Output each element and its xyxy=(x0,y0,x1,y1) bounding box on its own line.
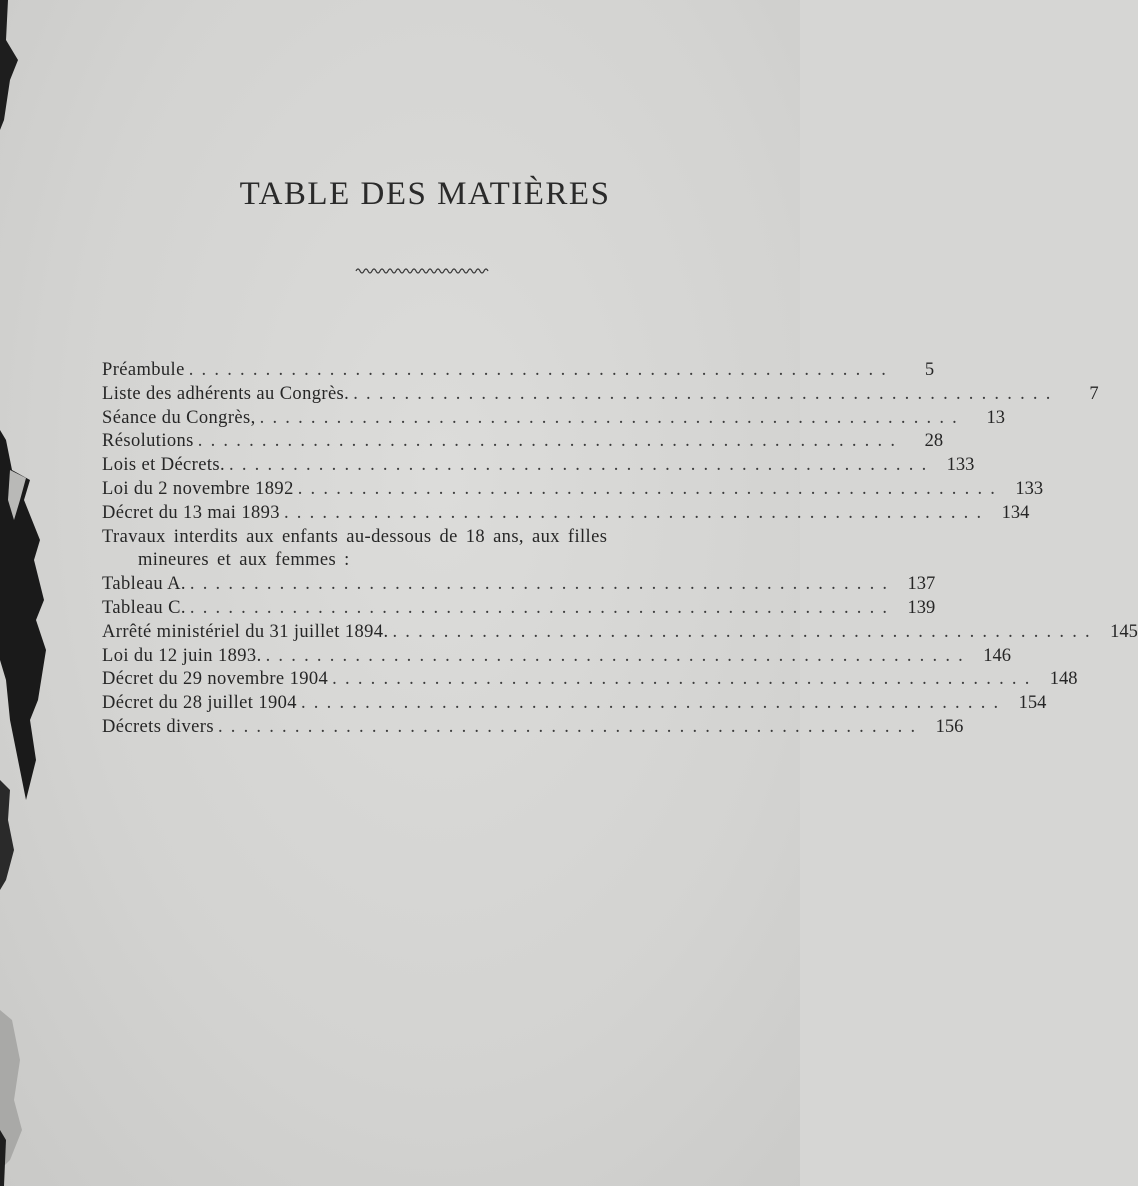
toc-entry-page: 146 xyxy=(983,645,1011,666)
toc-entry-page: 148 xyxy=(1049,669,1078,690)
toc-entry xyxy=(102,645,1011,669)
dot-leader: ....................................................... xyxy=(189,597,896,618)
toc-entry-page: 156 xyxy=(935,716,964,737)
toc-entry xyxy=(102,716,964,740)
toc-entry xyxy=(102,597,936,621)
page-title: TABLE DES MATIÈRES xyxy=(239,176,611,212)
toc-entry-label: Tableau A. xyxy=(102,574,186,595)
toc-entry-page: 137 xyxy=(907,574,936,595)
dot-leader: ....................................................... xyxy=(188,360,895,380)
toc-entry-page: 145 xyxy=(1110,621,1138,642)
toc-entry-label: Préambule xyxy=(102,360,185,380)
toc-section-heading-line1: Travaux interdits aux enfants au-dessous de 18 ans, aux filles xyxy=(102,526,608,547)
dot-leader: ....................................................... xyxy=(265,645,971,666)
dot-leader: ....................................................... xyxy=(392,621,1098,642)
toc-entry-page: 133 xyxy=(1015,478,1044,499)
table-of-contents xyxy=(102,359,1138,740)
toc-entry-page: 134 xyxy=(1001,502,1030,523)
dot-leader: ....................................................... xyxy=(229,455,935,476)
toc-entry-page: 139 xyxy=(907,597,936,618)
toc-section-heading-line2: mineures et aux femmes : xyxy=(138,550,350,571)
toc-entry xyxy=(102,621,1138,645)
toc-entry-label: Loi du 2 novembre 1892 xyxy=(102,478,294,499)
toc-entry-page: 7 xyxy=(1089,383,1099,404)
wavy-divider-ornament xyxy=(356,266,490,276)
toc-entry xyxy=(102,407,1005,431)
toc-entry xyxy=(102,668,1078,692)
toc-entry-page: 13 xyxy=(986,407,1005,428)
toc-entry-label: Tableau C. xyxy=(102,597,186,618)
dot-leader: ....................................................... xyxy=(259,407,965,428)
dot-leader: ....................................................... xyxy=(217,716,924,737)
dot-leader: ....................................................... xyxy=(197,431,904,452)
toc-entry-label: Décret du 29 novembre 1904 xyxy=(102,669,329,690)
toc-entry xyxy=(102,502,1030,526)
toc-entry-label: Décrets divers xyxy=(102,716,214,737)
dot-leader: ....................................................... xyxy=(297,478,1004,499)
toc-entry xyxy=(102,454,975,478)
toc-entry-page: 28 xyxy=(924,431,944,452)
toc-entry-label: Lois et Décrets. xyxy=(102,455,226,476)
toc-entry-label: Résolutions xyxy=(102,431,194,452)
toc-entry-label: Loi du 12 juin 1893. xyxy=(102,645,262,666)
toc-entry-page: 5 xyxy=(924,360,935,380)
toc-entry-label: Arrêté ministériel du 31 juillet 1894. xyxy=(102,621,389,642)
toc-entry-page: 154 xyxy=(1018,693,1047,714)
toc-entry-label: Décret du 28 juillet 1904 xyxy=(102,693,297,714)
toc-entry xyxy=(102,359,935,383)
dot-leader: ....................................................... xyxy=(300,693,1007,714)
toc-section-heading xyxy=(102,526,702,574)
toc-entry-page: 133 xyxy=(946,455,975,476)
toc-entry xyxy=(102,573,936,597)
toc-entry-label: Séance du Congrès, xyxy=(102,407,256,428)
dot-leader: ....................................................... xyxy=(353,383,1059,404)
toc-entry-label: Liste des adhérents au Congrès. xyxy=(102,383,350,404)
toc-entry-label: Décret du 13 mai 1893 xyxy=(102,502,280,523)
toc-entry xyxy=(102,430,944,454)
toc-entry xyxy=(102,383,1099,407)
dot-leader: ....................................................... xyxy=(332,669,1038,690)
toc-entry xyxy=(102,478,1044,502)
dot-leader: ....................................................... xyxy=(189,574,896,595)
dot-leader: ....................................................... xyxy=(283,502,990,523)
toc-entry xyxy=(102,692,1047,716)
